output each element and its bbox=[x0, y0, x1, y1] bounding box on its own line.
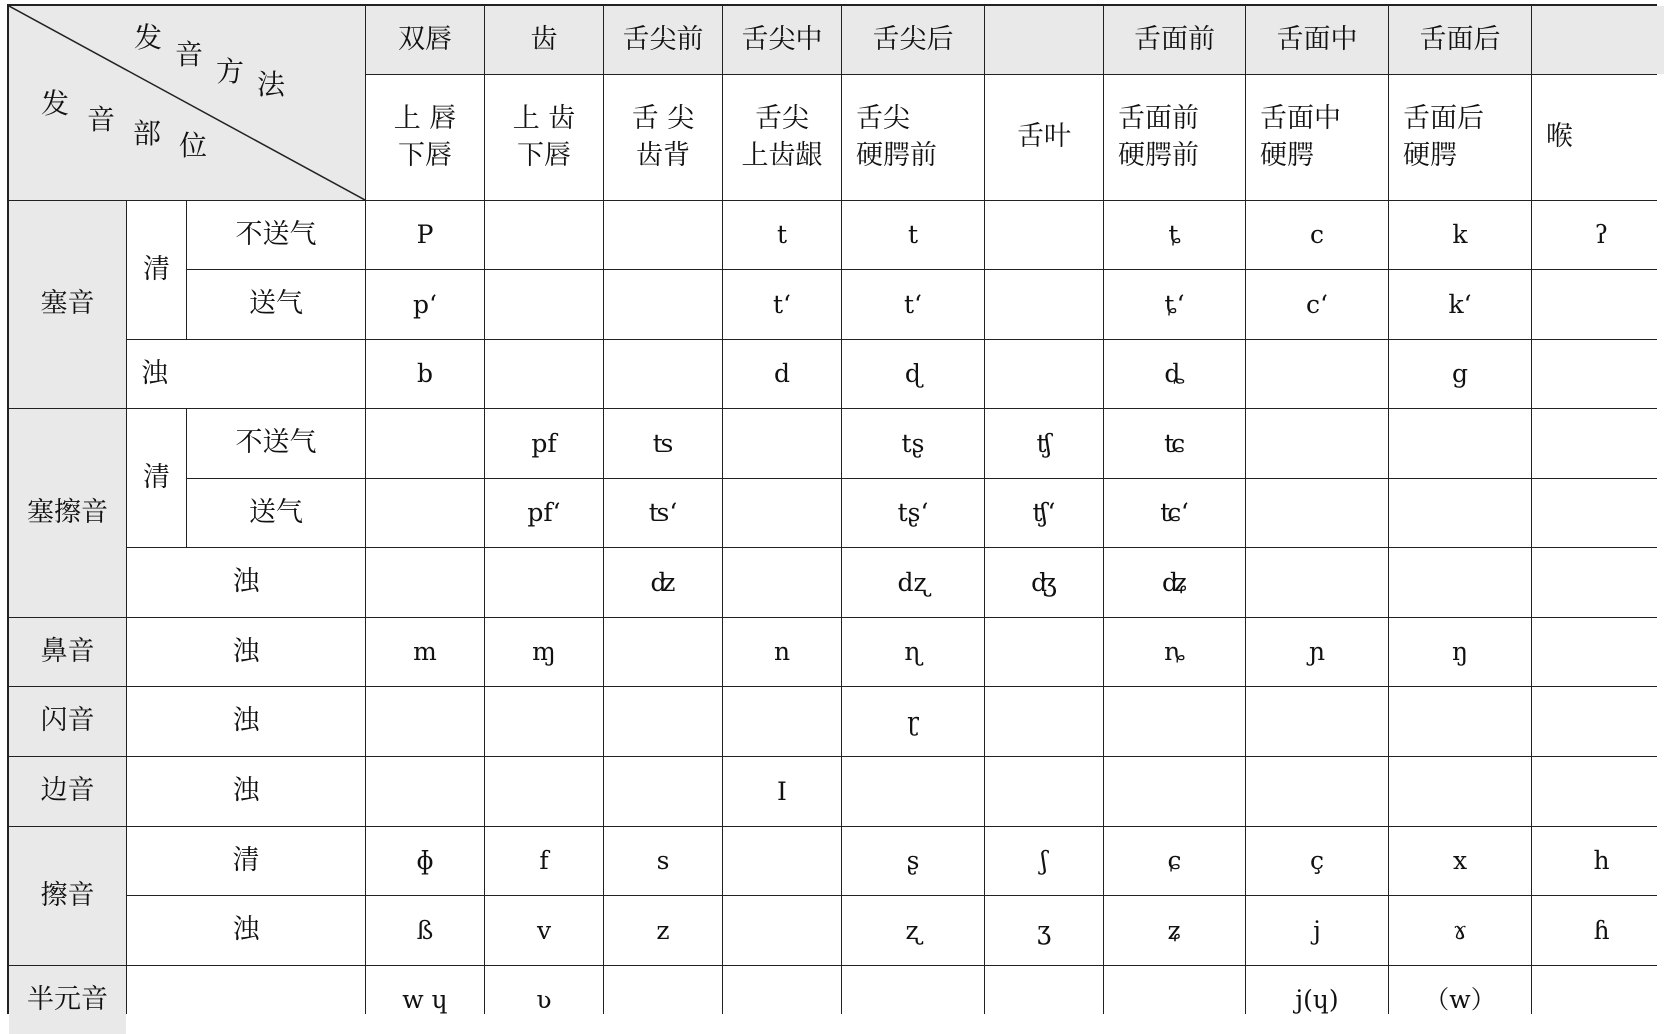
ipa-symbol-cell bbox=[985, 966, 1103, 1034]
ipa-symbol-cell bbox=[985, 201, 1103, 269]
aspiration-label-aspirated: 送气 bbox=[187, 270, 365, 339]
ipa-symbol-cell bbox=[1389, 687, 1531, 756]
ipa-symbol-cell: c bbox=[1246, 201, 1388, 269]
ipa-symbol-cell: h bbox=[1532, 827, 1664, 895]
ipa-symbol-cell bbox=[366, 479, 484, 547]
ipa-symbol-cell: ʧʻ bbox=[985, 479, 1103, 547]
ipa-symbol-cell bbox=[604, 966, 722, 1034]
corner-place-char: 发 bbox=[41, 87, 70, 120]
ipa-symbol-cell bbox=[1532, 270, 1664, 339]
ipa-symbol-cell: pfʻ bbox=[485, 479, 603, 547]
voicing-label-voiced: 浊 bbox=[127, 548, 365, 617]
ipa-symbol-cell bbox=[604, 757, 722, 826]
ipa-symbol-cell bbox=[485, 687, 603, 756]
ipa-symbol-cell: b bbox=[366, 340, 484, 408]
ipa-symbol-cell: ʨʻ bbox=[1104, 479, 1245, 547]
ipa-symbol-cell bbox=[1104, 757, 1245, 826]
ipa-symbol-cell: w ɥ bbox=[366, 966, 484, 1034]
voicing-label-voiceless: 清 bbox=[127, 827, 365, 895]
ipa-symbol-cell: ɲ bbox=[1246, 618, 1388, 686]
place-header-top: 舌尖前 bbox=[604, 6, 722, 74]
ipa-symbol-cell: ȶʻ bbox=[1104, 270, 1245, 339]
ipa-symbol-cell bbox=[985, 757, 1103, 826]
manner-label-fricative: 擦音 bbox=[9, 827, 126, 965]
ipa-symbol-cell bbox=[1246, 548, 1388, 617]
voicing-label-voiced: 浊 bbox=[127, 340, 365, 408]
corner-place-char: 音 bbox=[87, 103, 116, 136]
ipa-symbol-cell bbox=[1104, 687, 1245, 756]
ipa-symbol-cell: （w） bbox=[1389, 966, 1531, 1034]
ipa-symbol-cell bbox=[723, 687, 841, 756]
place-header-articulators: 舌面前 硬腭前 bbox=[1104, 75, 1245, 200]
ipa-symbol-cell: ʥ bbox=[1104, 548, 1245, 617]
manner-label-flap: 闪音 bbox=[9, 687, 126, 756]
ipa-symbol-cell: I bbox=[723, 757, 841, 826]
ipa-symbol-cell: ʒ bbox=[985, 896, 1103, 965]
ipa-symbol-cell bbox=[985, 270, 1103, 339]
place-header-top: 舌面前 bbox=[1104, 6, 1245, 74]
place-header-top: 双唇 bbox=[366, 6, 484, 74]
ipa-symbol-cell: ɱ bbox=[485, 618, 603, 686]
ipa-symbol-cell: ß bbox=[366, 896, 484, 965]
corner-header-cell bbox=[9, 6, 365, 200]
place-header-articulators: 舌叶 bbox=[985, 75, 1103, 200]
place-header-top: 舌尖中 bbox=[723, 6, 841, 74]
ipa-symbol-cell bbox=[1532, 757, 1664, 826]
manner-label-affricate: 塞擦音 bbox=[9, 409, 126, 617]
ipa-symbol-cell bbox=[485, 548, 603, 617]
ipa-symbol-cell bbox=[485, 757, 603, 826]
ipa-symbol-cell bbox=[1532, 409, 1664, 478]
aspiration-label-unaspirated: 不送气 bbox=[187, 201, 365, 269]
ipa-symbol-cell: P bbox=[366, 201, 484, 269]
place-header-top: 齿 bbox=[485, 6, 603, 74]
ipa-symbol-cell bbox=[723, 548, 841, 617]
ipa-symbol-cell: ʐ bbox=[842, 896, 984, 965]
ipa-symbol-cell: k bbox=[1389, 201, 1531, 269]
ipa-symbol-cell: ʃ bbox=[985, 827, 1103, 895]
manner-label-nasal: 鼻音 bbox=[9, 618, 126, 686]
ipa-symbol-cell: ɽ bbox=[842, 687, 984, 756]
ipa-symbol-cell: tʻ bbox=[723, 270, 841, 339]
ipa-symbol-cell bbox=[1532, 687, 1664, 756]
ipa-symbol-cell bbox=[1246, 409, 1388, 478]
ipa-symbol-cell bbox=[1532, 966, 1664, 1034]
ipa-symbol-cell: cʻ bbox=[1246, 270, 1388, 339]
ipa-symbol-cell bbox=[1246, 340, 1388, 408]
voicing-label-voiced: 浊 bbox=[127, 618, 365, 686]
ipa-symbol-cell bbox=[985, 340, 1103, 408]
corner-place-char: 部 bbox=[133, 117, 162, 150]
ipa-symbol-cell: ʨ bbox=[1104, 409, 1245, 478]
ipa-symbol-cell: t bbox=[842, 201, 984, 269]
voicing-label-voiceless: 清 bbox=[127, 201, 186, 339]
ipa-symbol-cell: g bbox=[1389, 340, 1531, 408]
ipa-symbol-cell: f bbox=[485, 827, 603, 895]
ipa-symbol-cell bbox=[723, 966, 841, 1034]
corner-manner-char: 发 bbox=[134, 21, 163, 54]
ipa-symbol-cell bbox=[1532, 479, 1664, 547]
ipa-symbol-cell: ɦ bbox=[1532, 896, 1664, 965]
ipa-symbol-cell: ɸ bbox=[366, 827, 484, 895]
ipa-symbol-cell: ʧ bbox=[985, 409, 1103, 478]
ipa-symbol-cell bbox=[723, 827, 841, 895]
corner-manner-char: 方 bbox=[216, 55, 245, 88]
ipa-symbol-cell bbox=[1532, 618, 1664, 686]
ipa-symbol-cell: s bbox=[604, 827, 722, 895]
ipa-symbol-cell: ʋ bbox=[485, 966, 603, 1034]
ipa-symbol-cell bbox=[1246, 687, 1388, 756]
ipa-symbol-cell: x bbox=[1389, 827, 1531, 895]
voicing-label-voiced: 浊 bbox=[127, 687, 365, 756]
ipa-symbol-cell: pʻ bbox=[366, 270, 484, 339]
ipa-symbol-cell: m bbox=[366, 618, 484, 686]
corner-manner-char: 音 bbox=[175, 38, 204, 71]
ipa-symbol-cell: ŋ bbox=[1389, 618, 1531, 686]
ipa-symbol-cell bbox=[604, 201, 722, 269]
ipa-symbol-cell bbox=[366, 548, 484, 617]
voicing-label-voiced: 浊 bbox=[127, 757, 365, 826]
manner-label-stop: 塞音 bbox=[9, 201, 126, 408]
ipa-symbol-cell: ʤ bbox=[985, 548, 1103, 617]
ipa-symbol-cell bbox=[1389, 548, 1531, 617]
ipa-symbol-cell: ʑ bbox=[1104, 896, 1245, 965]
ipa-symbol-cell bbox=[604, 687, 722, 756]
ipa-symbol-cell bbox=[485, 270, 603, 339]
ipa-symbol-cell bbox=[1104, 966, 1245, 1034]
ipa-symbol-cell: ȵ bbox=[1104, 618, 1245, 686]
ipa-symbol-cell: z bbox=[604, 896, 722, 965]
ipa-symbol-cell: v bbox=[485, 896, 603, 965]
ipa-symbol-cell: ʣ bbox=[604, 548, 722, 617]
ipa-symbol-cell: ȡ bbox=[1104, 340, 1245, 408]
corner-manner-char: 法 bbox=[257, 68, 286, 101]
ipa-symbol-cell: j(ɥ) bbox=[1246, 966, 1388, 1034]
manner-label-lateral: 边音 bbox=[9, 757, 126, 826]
voicing-label-voiced: 浊 bbox=[127, 896, 365, 965]
place-header-top: 舌尖后 bbox=[842, 6, 984, 74]
place-header-articulators: 舌 尖 齿背 bbox=[604, 75, 722, 200]
ipa-symbol-cell: dʐ bbox=[842, 548, 984, 617]
ipa-symbol-cell: j bbox=[1246, 896, 1388, 965]
voicing-label-voiceless: 清 bbox=[127, 409, 186, 547]
aspiration-label-aspirated: 送气 bbox=[187, 479, 365, 547]
ipa-symbol-cell: ȶ bbox=[1104, 201, 1245, 269]
ipa-symbol-cell bbox=[1532, 340, 1664, 408]
place-header-top bbox=[985, 6, 1103, 74]
place-header-articulators: 舌面后 硬腭 bbox=[1389, 75, 1531, 200]
aspiration-label-unaspirated: 不送气 bbox=[187, 409, 365, 478]
place-header-articulators: 上 唇 下唇 bbox=[366, 75, 484, 200]
consonant-table bbox=[7, 4, 1657, 1014]
ipa-symbol-cell: t bbox=[723, 201, 841, 269]
place-header-top bbox=[1532, 6, 1664, 74]
ipa-symbol-cell bbox=[604, 618, 722, 686]
ipa-symbol-cell: tʂʻ bbox=[842, 479, 984, 547]
place-header-top: 舌面后 bbox=[1389, 6, 1531, 74]
ipa-symbol-cell bbox=[842, 966, 984, 1034]
manner-label-semivowel: 半元音 bbox=[9, 966, 126, 1034]
ipa-symbol-cell bbox=[1389, 409, 1531, 478]
place-header-top: 舌面中 bbox=[1246, 6, 1388, 74]
ipa-symbol-cell bbox=[366, 409, 484, 478]
corner-place-char: 位 bbox=[179, 129, 208, 162]
place-header-articulators: 舌尖 硬腭前 bbox=[842, 75, 984, 200]
ipa-symbol-cell: tʂ bbox=[842, 409, 984, 478]
ipa-symbol-cell: ʦʻ bbox=[604, 479, 722, 547]
ipa-symbol-cell bbox=[1246, 479, 1388, 547]
voicing-label-empty bbox=[127, 966, 365, 1034]
ipa-symbol-cell: d bbox=[723, 340, 841, 408]
ipa-symbol-cell bbox=[842, 757, 984, 826]
place-header-articulators: 舌面中 硬腭 bbox=[1246, 75, 1388, 200]
ipa-symbol-cell: kʻ bbox=[1389, 270, 1531, 339]
ipa-symbol-cell bbox=[1389, 479, 1531, 547]
ipa-symbol-cell: ç bbox=[1246, 827, 1388, 895]
ipa-symbol-cell bbox=[366, 757, 484, 826]
ipa-symbol-cell: ɳ bbox=[842, 618, 984, 686]
ipa-symbol-cell: ɕ bbox=[1104, 827, 1245, 895]
ipa-symbol-cell bbox=[723, 896, 841, 965]
ipa-symbol-cell: ɖ bbox=[842, 340, 984, 408]
ipa-symbol-cell bbox=[485, 340, 603, 408]
ipa-symbol-cell bbox=[1532, 548, 1664, 617]
ipa-symbol-cell: ʂ bbox=[842, 827, 984, 895]
ipa-symbol-cell bbox=[604, 270, 722, 339]
ipa-symbol-cell: tʻ bbox=[842, 270, 984, 339]
place-header-articulators: 舌尖 上齿龈 bbox=[723, 75, 841, 200]
ipa-symbol-cell: n bbox=[723, 618, 841, 686]
ipa-symbol-cell bbox=[485, 201, 603, 269]
ipa-symbol-cell bbox=[985, 687, 1103, 756]
ipa-symbol-cell: ʔ bbox=[1532, 201, 1664, 269]
ipa-symbol-cell: ʦ bbox=[604, 409, 722, 478]
ipa-symbol-cell bbox=[1389, 757, 1531, 826]
ipa-symbol-cell bbox=[366, 687, 484, 756]
ipa-symbol-cell bbox=[723, 409, 841, 478]
ipa-symbol-cell bbox=[985, 618, 1103, 686]
ipa-symbol-cell bbox=[723, 479, 841, 547]
place-header-articulators: 上 齿 下唇 bbox=[485, 75, 603, 200]
ipa-symbol-cell: ɤ bbox=[1389, 896, 1531, 965]
ipa-symbol-cell bbox=[1246, 757, 1388, 826]
place-header-articulators: 喉 bbox=[1532, 75, 1664, 200]
ipa-symbol-cell: pf bbox=[485, 409, 603, 478]
ipa-symbol-cell bbox=[604, 340, 722, 408]
